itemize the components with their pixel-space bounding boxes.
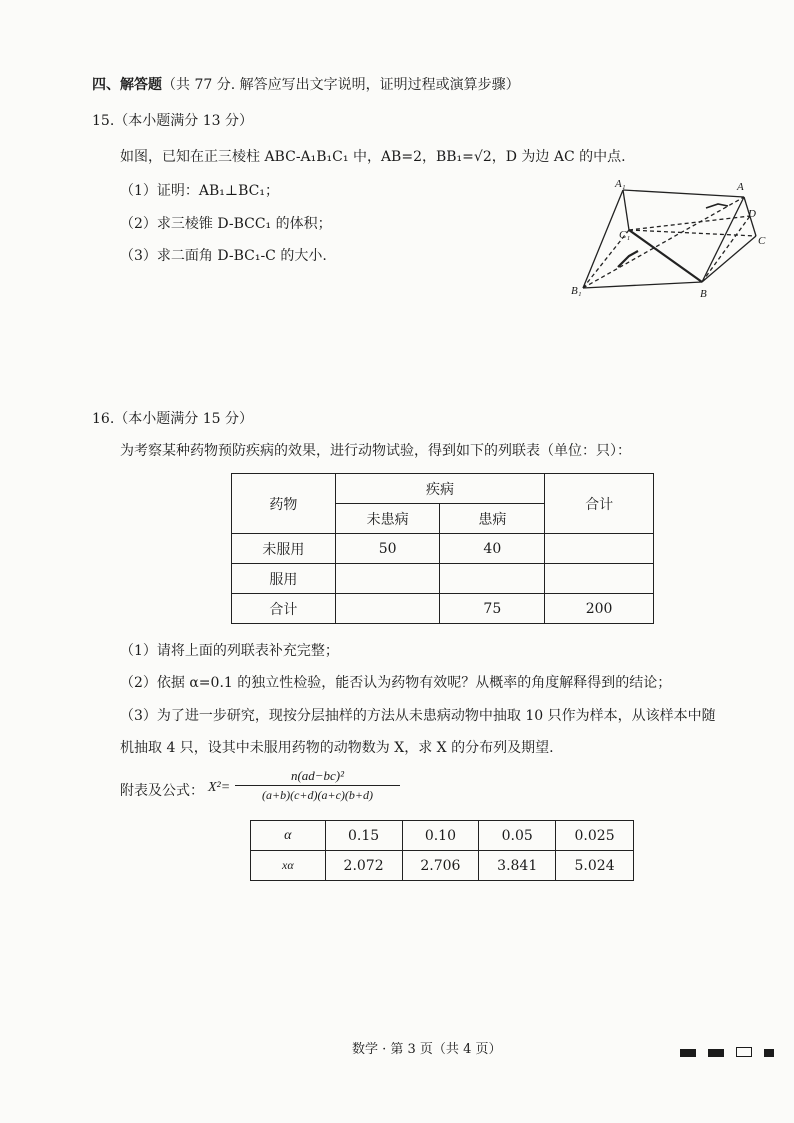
x-cell: 3.841 — [479, 851, 556, 881]
x-cell: 2.706 — [402, 851, 479, 881]
table-cell: 服用 — [232, 564, 336, 594]
scan-markers — [680, 1042, 774, 1061]
edge-b1-b — [583, 282, 702, 288]
section-heading-line — [92, 74, 520, 94]
formula-lhs: X²= — [208, 780, 231, 795]
formula-label: 附表及公式： — [120, 783, 204, 799]
table-row — [251, 851, 634, 881]
table-row — [232, 534, 654, 564]
table-cell — [440, 564, 545, 594]
table-cell: 75 — [440, 594, 545, 624]
q15-header — [92, 110, 253, 130]
prism-figure — [566, 170, 776, 305]
edge-c1-c — [629, 230, 756, 236]
alpha-cell: 0.025 — [556, 821, 634, 851]
section-heading: 四、解答题 — [92, 77, 162, 93]
label-c1: C₁ — [619, 229, 631, 241]
fraction-bar — [235, 785, 400, 786]
label-d: D — [748, 208, 756, 220]
alpha-label: α — [251, 821, 326, 851]
label-a: A — [737, 181, 744, 193]
edge-a1-b1 — [583, 190, 623, 288]
table-cell — [545, 564, 654, 594]
table-cell — [545, 534, 654, 564]
header-drug: 药物 — [232, 474, 336, 534]
x-cell: 2.072 — [325, 851, 402, 881]
section-note: （共 77 分. 解答应写出文字说明，证明过程或演算步骤） — [162, 77, 520, 93]
table-cell: 50 — [335, 534, 440, 564]
table-cell: 200 — [545, 594, 654, 624]
edge-a-b — [702, 197, 744, 282]
header-total: 合计 — [545, 474, 654, 534]
table-cell — [335, 564, 440, 594]
formula-fraction — [235, 768, 400, 803]
header-sick: 患病 — [440, 504, 545, 534]
label-c: C — [758, 235, 766, 247]
table-row — [232, 594, 654, 624]
marker-block — [680, 1049, 696, 1057]
marker-block — [764, 1049, 774, 1057]
edge-b-c — [702, 236, 756, 282]
q15-part-2: （2）求三棱锥 D-BCC₁ 的体积； — [120, 216, 332, 232]
label-b: B — [700, 288, 707, 300]
q15-number: 15. — [92, 113, 115, 129]
table-cell — [335, 594, 440, 624]
edge-a1-c1 — [623, 190, 629, 230]
q16-part-2: （2）依据 α=0.1 的独立性检验，能否认为药物有效呢？从概率的角度解释得到的结论； — [120, 675, 672, 691]
q16-header — [92, 408, 253, 428]
q16-points: （本小题满分 15 分） — [114, 411, 253, 427]
alpha-cell: 0.10 — [402, 821, 479, 851]
formula-denominator: (a+b)(c+d)(a+c)(b+d) — [261, 788, 373, 802]
q16-part-1: （1）请将上面的列联表补充完整； — [120, 643, 339, 659]
contingency-table — [231, 473, 654, 624]
q15-points: （本小题满分 13 分） — [114, 113, 253, 129]
x-alpha-label: xα — [251, 851, 326, 881]
critical-value-table — [250, 820, 634, 881]
x-cell: 5.024 — [556, 851, 634, 881]
header-disease: 疾病 — [335, 474, 544, 504]
label-b1: B₁ — [571, 285, 582, 297]
q15-part-1: （1）证明：AB₁⊥BC₁； — [120, 183, 279, 199]
alpha-cell: 0.15 — [325, 821, 402, 851]
page-footer: 数学 · 第 3 页（共 4 页） — [352, 1042, 502, 1057]
edge-b1-a — [583, 197, 744, 288]
edge-a1-a — [623, 190, 744, 197]
table-cell: 40 — [440, 534, 545, 564]
table-row — [251, 821, 634, 851]
marker-block — [708, 1049, 724, 1057]
q16-part-3-cont: 机抽取 4 只，设其中未服用药物的动物数为 X，求 X 的分布列及期望. — [120, 740, 554, 756]
alpha-cell: 0.05 — [479, 821, 556, 851]
q16-part-3: （3）为了进一步研究，现按分层抽样的方法从未患病动物中抽取 10 只作为样本，从该样本中随 — [120, 708, 716, 724]
table-cell: 合计 — [232, 594, 336, 624]
q16-number: 16. — [92, 411, 115, 427]
header-not-sick: 未患病 — [335, 504, 440, 534]
q15-part-3: （3）求二面角 D-BC₁-C 的大小. — [120, 248, 327, 264]
q16-intro: 为考察某种药物预防疾病的效果，进行动物试验，得到如下的列联表（单位：只）： — [120, 443, 631, 459]
marker-box — [736, 1047, 752, 1057]
q15-intro: 如图，已知在正三棱柱 ABC-A₁B₁C₁ 中，AB=2，BB₁=√2，D 为边 AC 的中点. — [120, 149, 626, 165]
formula-numerator: n(ad−bc)² — [290, 768, 345, 783]
table-cell: 未服用 — [232, 534, 336, 564]
edge-b-d — [702, 216, 750, 282]
table-row — [232, 564, 654, 594]
label-a1: A₁ — [615, 178, 626, 190]
